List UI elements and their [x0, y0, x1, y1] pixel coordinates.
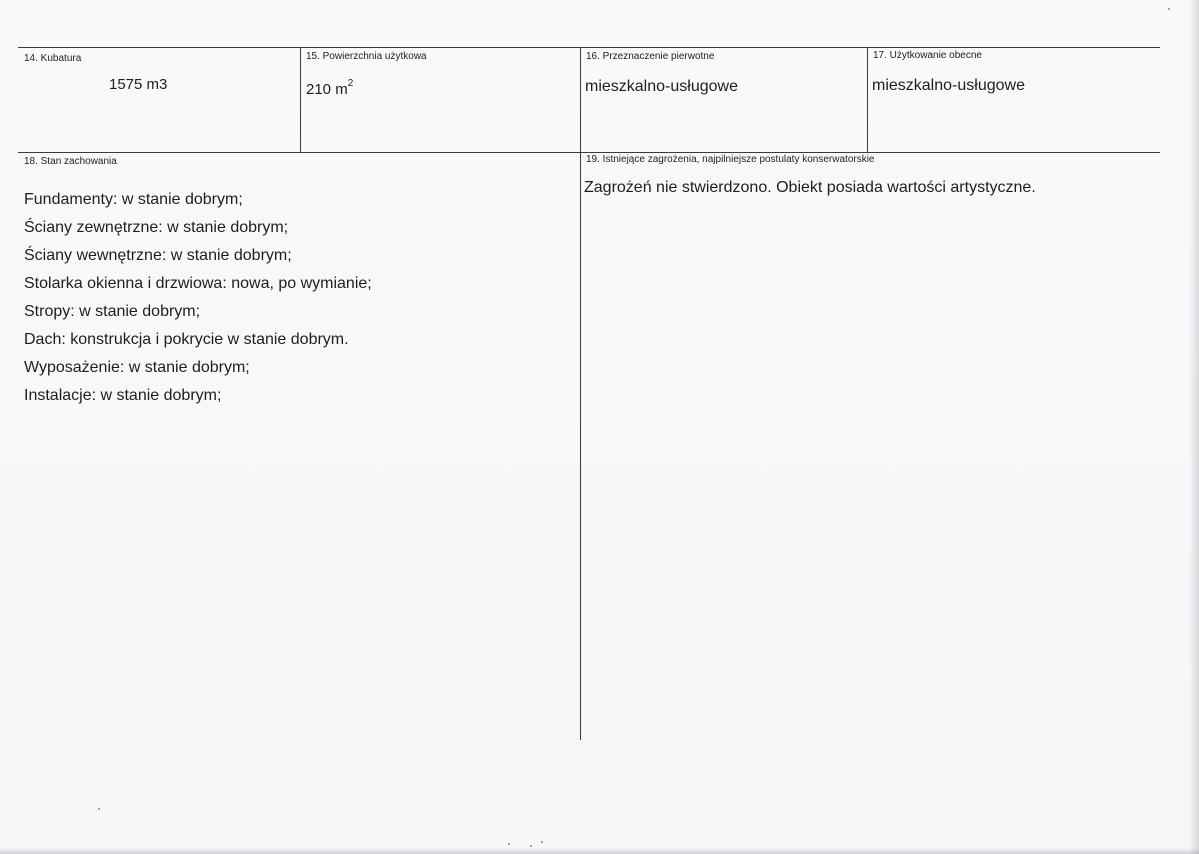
stan-item: Stropy: w stanie dobrym; [24, 303, 201, 320]
divider-stan-zagrozenia [580, 152, 581, 740]
stan-label: 18. Stan zachowania [24, 156, 117, 167]
przeznaczenie-label: 16. Przeznaczenie pierwotne [586, 51, 715, 62]
powierzchnia-value [306, 80, 353, 98]
stan-item: Stolarka okienna i drzwiowa: nowa, po wymianie; [24, 275, 372, 292]
scan-speck [1168, 8, 1170, 10]
divider-kubatura-powierzchnia [300, 47, 301, 152]
top-rule [18, 47, 1160, 48]
card-edge-shadow-right [1189, 0, 1199, 854]
middle-rule [18, 152, 1160, 153]
powierzchnia-number: 210 m [306, 81, 348, 98]
card-edge-shadow-bottom [0, 848, 1199, 854]
scan-speck [98, 808, 100, 810]
uzytkowanie-value: mieszkalno-usługowe [872, 77, 1025, 94]
scan-speck [530, 845, 532, 847]
kubatura-label: 14. Kubatura [24, 53, 82, 64]
zagrozenia-label: 19. Istniejące zagrożenia, najpilniejsze postulaty konserwatorskie [586, 154, 875, 165]
powierzchnia-label: 15. Powierzchnia użytkowa [306, 51, 427, 62]
stan-item: Fundamenty: w stanie dobrym; [24, 191, 243, 208]
kubatura-value: 1575 m3 [109, 76, 168, 93]
divider-przeznaczenie-uzytkowanie [867, 47, 868, 152]
uzytkowanie-label: 17. Użytkowanie obecne [873, 50, 982, 61]
scan-speck [508, 843, 510, 845]
stan-item: Ściany zewnętrzne: w stanie dobrym; [24, 219, 289, 236]
przeznaczenie-value: mieszkalno-usługowe [585, 78, 738, 95]
stan-zachowania-list [24, 186, 372, 410]
divider-powierzchnia-przeznaczenie [580, 47, 581, 152]
powierzchnia-unit-exponent: 2 [347, 78, 354, 89]
stan-item: Wyposażenie: w stanie dobrym; [24, 359, 250, 376]
zagrozenia-value: Zagrożeń nie stwierdzono. Obiekt posiada wartości artystyczne. [584, 179, 1036, 196]
stan-item: Instalacje: w stanie dobrym; [24, 387, 222, 404]
scan-speck [541, 841, 543, 843]
stan-item: Ściany wewnętrzne: w stanie dobrym; [24, 247, 292, 264]
stan-item: Dach: konstrukcja i pokrycie w stanie dobrym. [24, 331, 349, 348]
